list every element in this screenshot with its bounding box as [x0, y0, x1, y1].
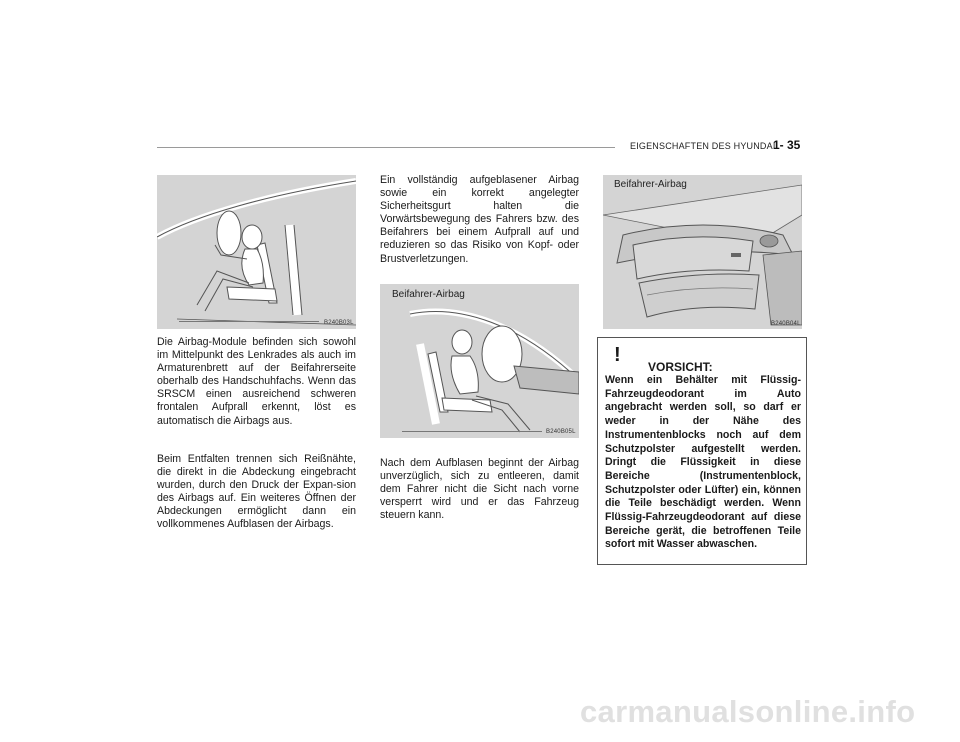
figure-caption: Beifahrer-Airbag — [392, 289, 465, 300]
warning-triangle-icon — [606, 341, 636, 369]
driver-airbag-illustration — [157, 175, 356, 329]
col2-paragraph-2: Nach dem Aufblasen beginnt der Airbag unverzüglich, sich zu entleeren, damit dem Fahrer nicht die Sicht nach vorne versperrt wird und er das Fahrzeug steuern kann. — [380, 457, 579, 522]
figure-code: B240B05L — [546, 429, 576, 435]
figure-rule — [179, 321, 319, 322]
figure-code: B240B04L — [771, 321, 801, 327]
watermark: carmanualsonline.info — [580, 694, 916, 729]
figure-caption: Beifahrer-Airbag — [614, 179, 687, 190]
col2-paragraph-1: Ein vollständig aufgeblasener Airbag sowie ein korrekt angelegter Sicherheitsgurt halten die Vorwärtsbewegung des Fahrers bzw. des Beifahrers bei einem Aufprall auf und reduzieren so das Risiko von Kopf- oder Brustverletzungen. — [380, 174, 579, 265]
header-rule — [157, 147, 615, 148]
dashboard-drawing — [603, 175, 802, 329]
passenger-airbag-side-illustration — [380, 284, 579, 438]
figure-code: B240B03L — [324, 320, 354, 326]
col1-paragraph-2: Beim Entfalten trennen sich Reißnähte, die direkt in die Abdeckung eingebracht wurden, durch den Druck der Expan-sion des Airbags auf. Ein weiteres Öffnen der Abdeckungen ermöglicht dann ein vollkommenes Aufblasen der Airbags. — [157, 453, 356, 531]
warning-symbol: ! — [614, 344, 621, 366]
section-title: EIGENSCHAFTEN DES HYUNDAI — [630, 141, 776, 151]
driver-airbag-drawing — [157, 175, 356, 329]
warning-title: VORSICHT: — [648, 360, 713, 374]
passenger-airbag-drawing — [380, 284, 579, 438]
page-number: 1- 35 — [773, 138, 801, 152]
col1-paragraph-1: Die Airbag-Module befinden sich sowohl im Mittelpunkt des Lenkrades als auch im Armaturenbrett auf der Beifahrerseite oberhalb des Handschuhfachs. Wenn das SRSCM einen ausreichend schweren frontalen Aufprall erkennt, löst es automatisch die Airbags aus. — [157, 336, 356, 427]
warning-text: Wenn ein Behälter mit Flüssig-Fahrzeugdeodorant im Auto angebracht werden soll, so darf er weder in der Nähe des Instrumentenblocks noch auf dem Schutzpolster aufgestellt werden. Dringt die Flüssigkeit in diese Bereiche (Instrumentenblock, Schutzpolster oder Lüfter) ein, können die Teile beschädigt werden. Wenn Flüssig-Fahrzeugdeodorant auf diese Bereiche gerät, die betroffenen Teile sofort mit Wasser abwaschen. — [605, 374, 801, 551]
passenger-airbag-dash-illustration — [603, 175, 802, 329]
figure-rule — [402, 431, 542, 432]
